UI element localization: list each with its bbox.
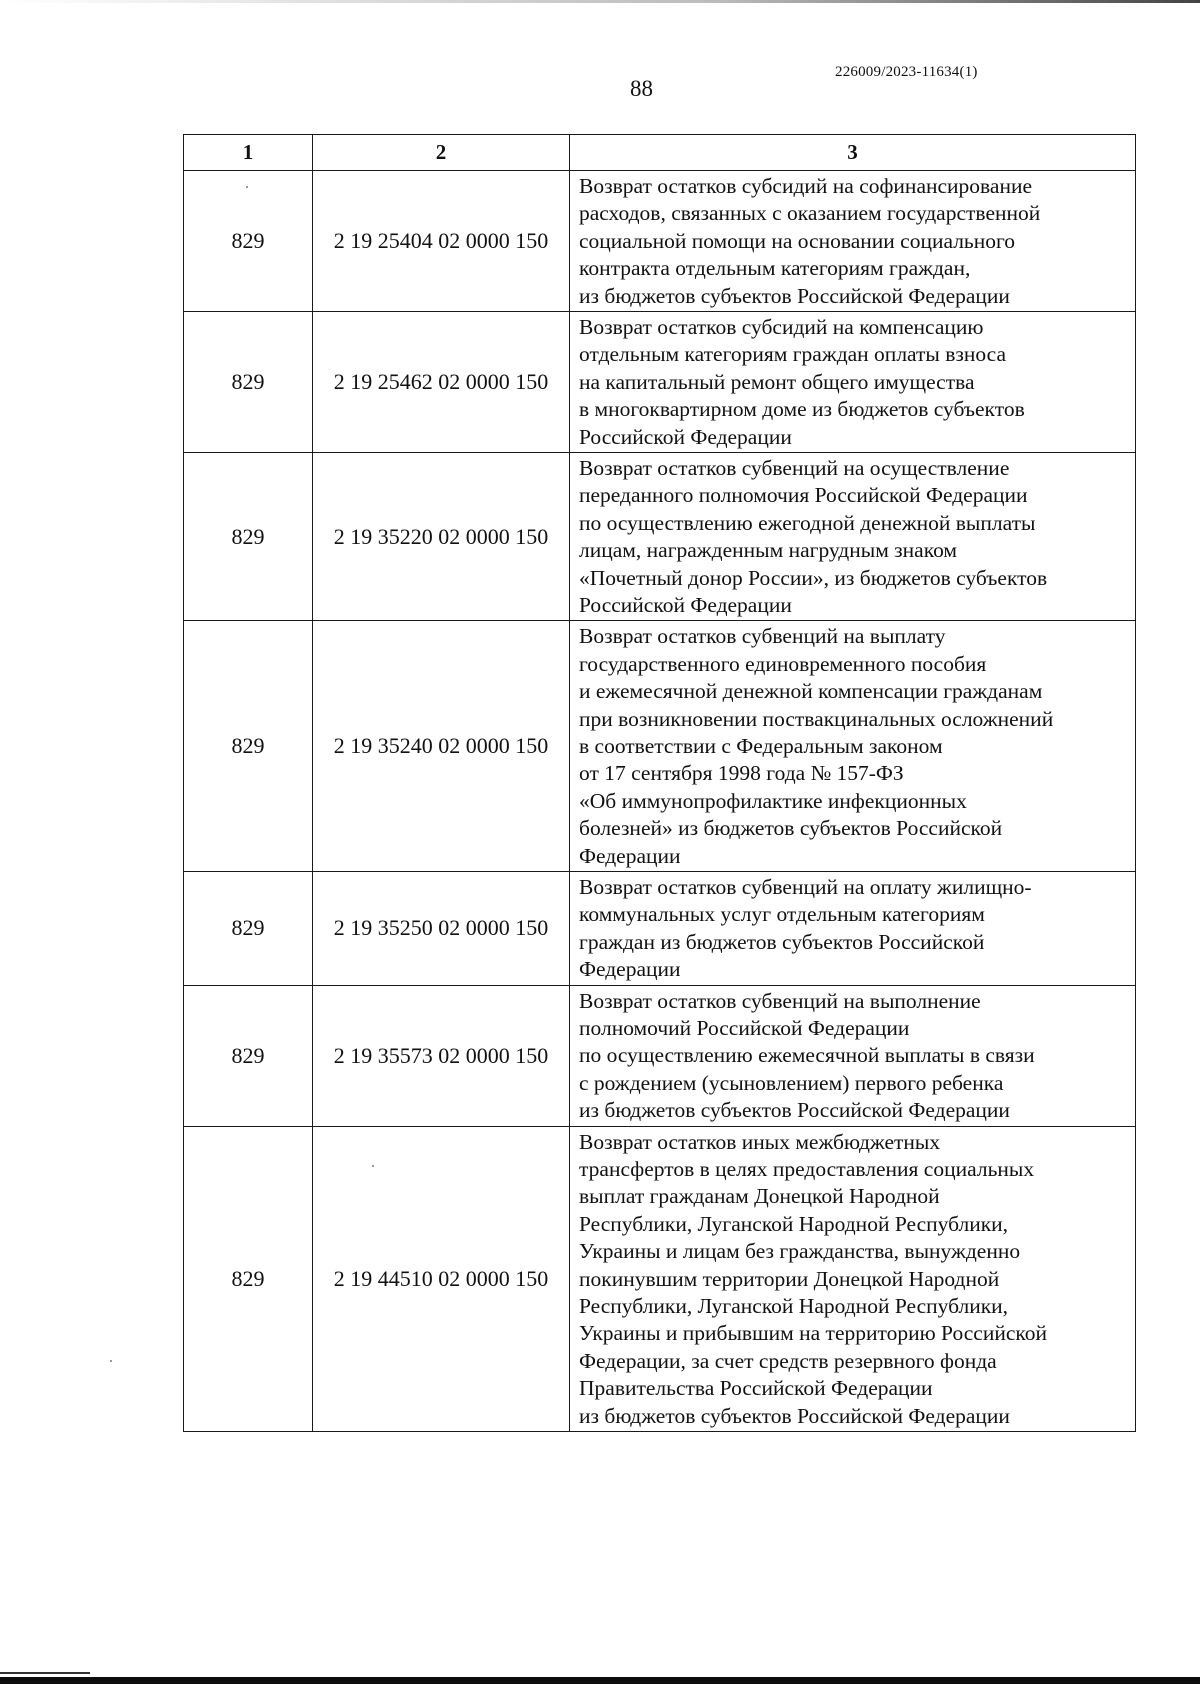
description-line: Украины и прибывшим на территорию Российской (579, 1321, 1048, 1346)
description-line: Федерации (579, 843, 681, 868)
description-line: Возврат остатков субвенций на осуществление (579, 456, 1010, 480)
table-row (184, 1126, 1136, 1431)
column-header-3: 3 (570, 135, 1136, 171)
table-body (184, 171, 1136, 1432)
table-row (184, 453, 1136, 621)
description-line: Российской Федерации (579, 593, 792, 618)
description-line: Федерации, за счет средств резервного фонда (579, 1348, 997, 1373)
budget-classification-code-cell: 2 19 44510 02 0000 150 (313, 1126, 570, 1431)
admin-code-cell: 829 (184, 871, 313, 985)
description-cell (570, 985, 1136, 1126)
budget-classification-code-cell: 2 19 35573 02 0000 150 (313, 985, 570, 1126)
description-cell (570, 621, 1136, 872)
budget-classification-code-cell: 2 19 25462 02 0000 150 (313, 312, 570, 453)
admin-code-cell: 829 (184, 312, 313, 453)
budget-codes-table (183, 134, 1136, 1432)
description-line: Федерации (579, 957, 681, 982)
description-cell (570, 871, 1136, 985)
scan-bottom-edge (0, 1677, 1200, 1684)
description-line: на капитальный ремонт общего имущества (579, 369, 975, 394)
description-line: «Об иммунопрофилактике инфекционных (579, 788, 967, 813)
description-cell (570, 171, 1136, 312)
description-line: по осуществлению ежегодной денежной выплаты (579, 510, 1036, 535)
description-line: из бюджетов субъектов Российской Федерации (579, 1098, 1010, 1123)
budget-classification-code-cell: 2 19 35240 02 0000 150 (313, 621, 570, 872)
description-line: Возврат остатков субсидий на софинансирование (579, 174, 1033, 198)
document-registration-number: 226009/2023-11634(1) (835, 64, 978, 80)
description-line: Российской Федерации (579, 424, 792, 449)
description-line: «Почетный донор России», из бюджетов субъектов (579, 565, 1048, 590)
description-line: Возврат остатков субсидий на компенсацию (579, 315, 984, 339)
description-line: расходов, связанных с оказанием государственной (579, 201, 1041, 226)
description-line: из бюджетов субъектов Российской Федерации (579, 283, 1010, 308)
description-line: и ежемесячной денежной компенсации гражданам (579, 679, 1043, 704)
description-line: Украины и лицам без гражданства, вынужденно (579, 1239, 1021, 1264)
description-line: выплат гражданам Донецкой Народной (579, 1184, 940, 1209)
description-line: Республики, Луганской Народной Республики, (579, 1211, 1009, 1236)
description-line: Возврат остатков субвенций на выплату (579, 624, 946, 649)
table-row (184, 312, 1136, 453)
description-line: отдельным категориям граждан оплаты взноса (579, 342, 1007, 367)
table-row (184, 871, 1136, 985)
table-row (184, 621, 1136, 872)
description-line: от 17 сентября 1998 года № 157-ФЗ (579, 761, 904, 786)
budget-classification-code-cell: 2 19 35220 02 0000 150 (313, 453, 570, 621)
budget-classification-code-cell: 2 19 25404 02 0000 150 (313, 171, 570, 312)
page-number: 88 (630, 76, 653, 101)
description-line: полномочий Российской Федерации (579, 1015, 910, 1040)
description-line: Возврат остатков субвенций на выполнение (579, 988, 981, 1013)
table-row (184, 171, 1136, 312)
description-line: трансфертов в целях предоставления социальных (579, 1156, 1035, 1181)
scan-speck (246, 186, 248, 188)
description-line: с рождением (усыновлением) первого ребенка (579, 1070, 1004, 1095)
description-line: Правительства Российской Федерации (579, 1376, 933, 1401)
budget-classification-code-cell: 2 19 35250 02 0000 150 (313, 871, 570, 985)
description-line: в соответствии с Федеральным законом (579, 734, 943, 759)
scan-speck (110, 1360, 112, 1362)
scan-speck (372, 1165, 374, 1167)
description-cell (570, 312, 1136, 453)
table-row (184, 985, 1136, 1126)
description-line: Республики, Луганской Народной Республики, (579, 1294, 1009, 1319)
description-cell (570, 453, 1136, 621)
description-line: социальной помощи на основании социального (579, 228, 1016, 253)
admin-code-cell: 829 (184, 171, 313, 312)
admin-code-cell: 829 (184, 1126, 313, 1431)
description-line: покинувшим территории Донецкой Народной (579, 1266, 1000, 1291)
table-header-row (184, 135, 1136, 171)
description-line: болезней» из бюджетов субъектов Российской (579, 816, 1003, 841)
description-line: по осуществлению ежемесячной выплаты в связи (579, 1043, 1035, 1068)
description-cell (570, 1126, 1136, 1431)
scan-top-edge (0, 0, 1200, 3)
admin-code-cell: 829 (184, 621, 313, 872)
scan-bottom-edge-thin (0, 1672, 90, 1674)
description-line: Возврат остатков субвенций на оплату жилищно- (579, 874, 1032, 899)
description-line: в многоквартирном доме из бюджетов субъектов (579, 397, 1025, 422)
column-header-1: 1 (184, 135, 313, 171)
admin-code-cell: 829 (184, 453, 313, 621)
description-line: контракта отдельным категориям граждан, (579, 256, 971, 281)
description-line: граждан из бюджетов субъектов Российской (579, 929, 985, 954)
description-line: при возникновении поствакцинальных осложнений (579, 706, 1054, 731)
description-line: переданного полномочия Российской Федерации (579, 483, 1028, 508)
description-line: Возврат остатков иных межбюджетных (579, 1129, 941, 1154)
admin-code-cell: 829 (184, 985, 313, 1126)
description-line: лицам, награжденным нагрудным знаком (579, 538, 958, 563)
description-line: из бюджетов субъектов Российской Федерации (579, 1403, 1010, 1428)
column-header-2: 2 (313, 135, 570, 171)
description-line: коммунальных услуг отдельным категориям (579, 902, 985, 927)
description-line: государственного единовременного пособия (579, 651, 987, 676)
